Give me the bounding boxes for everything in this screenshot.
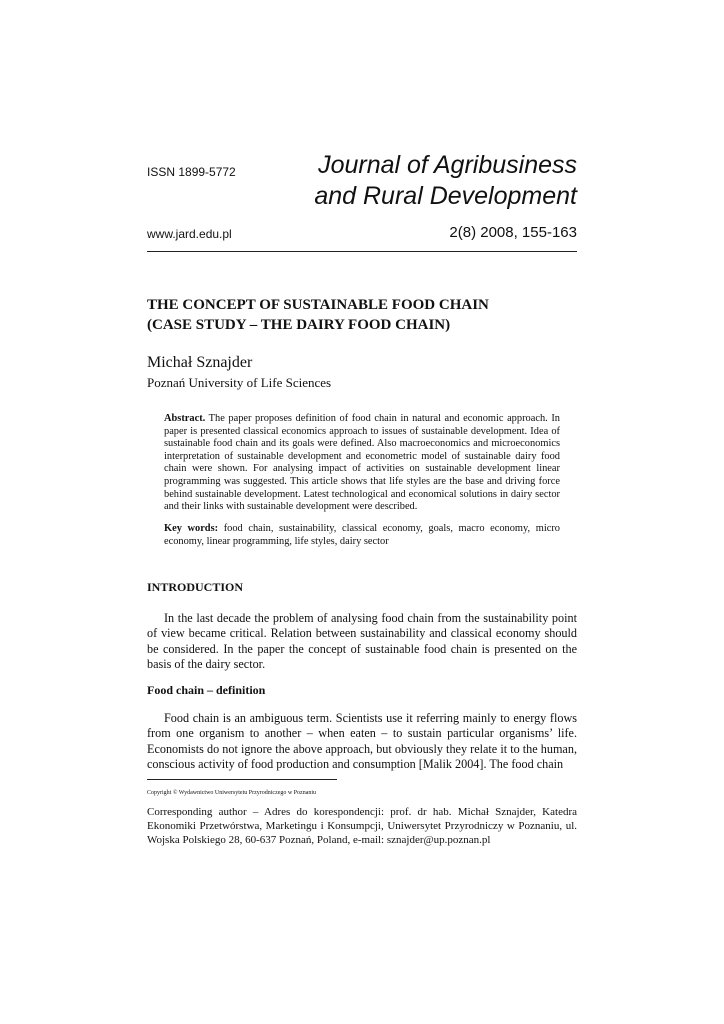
section-heading-introduction: INTRODUCTION (147, 580, 244, 594)
footnote-divider (147, 779, 337, 780)
abstract-text: The paper proposes definition of food chain in natural and economic approach. In paper is presented classical economics approach to issues of sustainable development. Idea of sustainable food chain and its goals were defined. Also macroeconomics and microeconomics interpretation of sustainable development and econometric model of sustainable dairy food chain were shown. For analysing impact of activities on sustainable development linear programming was suggested. This article shows that life styles are the base and driving force behind sustainable development. Latest technological and economical solutions in dairy sector and their links with sustainable development were described. (164, 413, 560, 513)
keywords (164, 523, 560, 548)
journal-title-line2: and Rural Development (314, 182, 577, 210)
journal-title-line1: Journal of Agribusiness (318, 151, 577, 179)
subsection-heading-food-chain: Food chain – definition (147, 683, 266, 697)
corresponding-author: Corresponding author – Adres do korespondencji: prof. dr hab. Michał Sznajder, Katedra Ekonomiki Przetwórstwa, Marketingu i Konsumpcji, Uniwersytet Przyrodniczy w Poznaniu, ul. Wojska Polskiego 28, 60-637 Poznań, Poland, e-mail: sznajder@up.poznan.pl (147, 806, 577, 846)
header-divider (147, 251, 577, 252)
introduction-paragraph: In the last decade the problem of analysing food chain from the sustainability point of view became critical. Relation between sustainability and classical economy should be considered. In the paper the concept of sustainable food chain is presented on the basis of the dairy sector. (147, 611, 577, 671)
paper-title-line1: THE CONCEPT OF SUSTAINABLE FOOD CHAIN (147, 297, 489, 313)
author-affiliation: Poznań University of Life Sciences (147, 375, 332, 390)
journal-title (257, 150, 577, 212)
food-chain-paragraph: Food chain is an ambiguous term. Scientists use it referring mainly to energy flows from one organism to another – when eaten – to sustain particular organisms’ life. Economists do not ignore the above approach, but obviously they relate it to the human, conscious activity of food production and consumption [Malik 2004]. The food chain (147, 711, 577, 771)
issn: ISSN 1899-5772 (147, 165, 236, 179)
paper-title (147, 295, 577, 335)
journal-url[interactable]: www.jard.edu.pl (147, 227, 232, 241)
abstract-label: Abstract. (164, 413, 206, 424)
paper-title-line2: (CASE STUDY – THE DAIRY FOOD CHAIN) (147, 317, 451, 333)
journal-volume: 2(8) 2008, 155-163 (449, 224, 577, 241)
keywords-label: Key words: (164, 523, 219, 534)
copyright-notice: Copyright © Wydawnictwo Uniwersytetu Przyrodniczego w Poznaniu (147, 790, 317, 796)
author-name: Michał Sznajder (147, 354, 253, 371)
keywords-text: food chain, sustainability, classical economy, goals, macro economy, micro economy, linear programming, life styles, dairy sector (164, 523, 560, 547)
abstract (164, 413, 560, 514)
